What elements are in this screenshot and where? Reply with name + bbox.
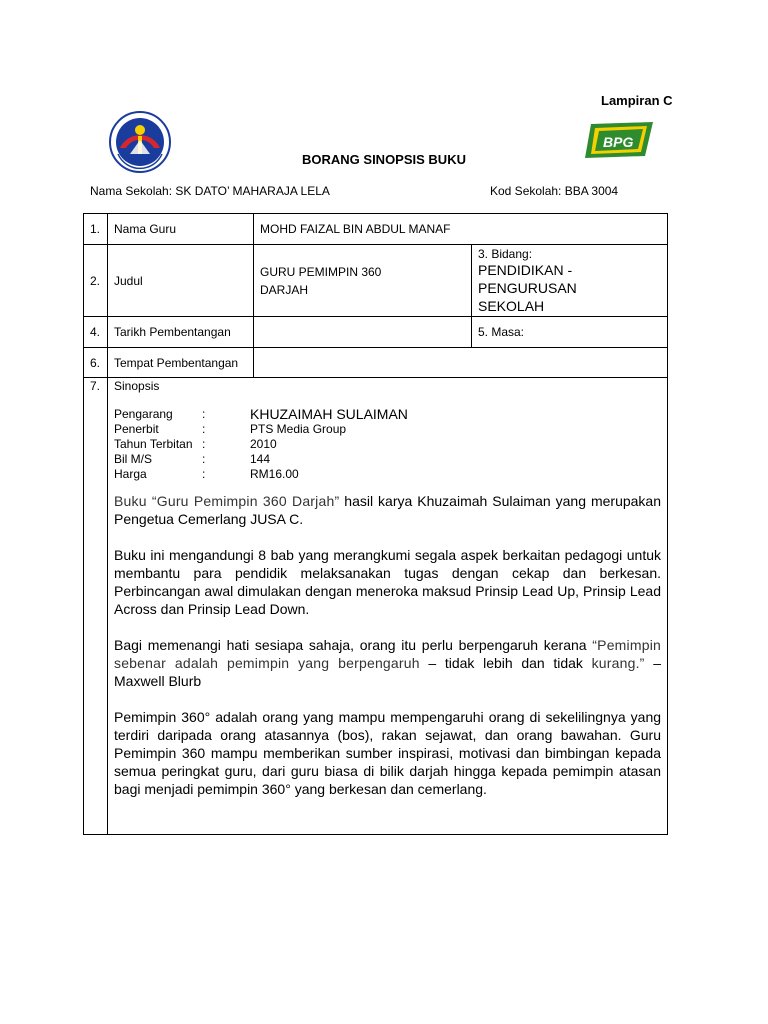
judul-line: GURU PEMIMPIN 360 — [260, 264, 382, 279]
lampiran-label: Lampiran C — [601, 93, 673, 108]
synopsis-paragraph — [114, 492, 661, 528]
book-key: Harga — [114, 467, 147, 481]
book-title-quote: Buku “Guru Pemimpin 360 Darjah” — [114, 493, 340, 509]
bidang-label: 3. Bidang: — [478, 247, 533, 261]
row-judul — [84, 245, 668, 317]
row-sinopsis — [84, 378, 668, 835]
book-row — [114, 452, 667, 467]
book-row — [114, 467, 667, 482]
book-value: RM16.00 — [250, 467, 299, 481]
field-label: Tarikh Pembentangan — [108, 317, 254, 348]
quote-text: kurang.” — [591, 655, 645, 671]
field-label: Nama Guru — [108, 214, 254, 245]
book-row — [114, 437, 667, 452]
colon: : — [202, 407, 206, 421]
book-key: Bil M/S — [114, 452, 153, 466]
quote-text: “Pemimpin sebenar adalah pemimpin yang berpengaruh — [114, 637, 662, 671]
bidang-line: PENGURUSAN — [478, 280, 577, 296]
bidang-line: PENDIDIKAN - — [478, 262, 573, 278]
school-name: Nama Sekolah: SK DATO’ MAHARAJA LELA — [90, 184, 330, 198]
bidang-cell — [472, 245, 668, 317]
tempat-value[interactable] — [254, 348, 668, 378]
quote-author: – Maxwell Blurb — [114, 655, 661, 689]
sinopsis-label: Sinopsis — [114, 379, 160, 393]
bidang-line: SEKOLAH — [478, 298, 545, 314]
paragraph-text: – tidak lebih dan tidak — [419, 655, 592, 671]
nama-guru-value: MOHD FAIZAL BIN ABDUL MANAF — [254, 214, 668, 245]
field-label: Judul — [108, 245, 254, 317]
judul-value — [254, 245, 472, 317]
colon: : — [202, 422, 206, 436]
row-number: 2. — [84, 245, 108, 317]
book-key: Tahun Terbitan — [114, 437, 193, 451]
colon: : — [202, 437, 206, 451]
row-number: 1. — [84, 214, 108, 245]
book-key: Pengarang — [114, 407, 173, 421]
form-title: BORANG SINOPSIS BUKU — [302, 152, 466, 167]
row-number: 7. — [84, 378, 108, 835]
book-details — [114, 407, 667, 482]
paragraph-text: Bagi memenangi hati sesiapa sahaja, orang itu perlu berpengaruh kerana — [114, 637, 593, 653]
synopsis-form-table — [83, 213, 668, 835]
colon: : — [202, 467, 206, 481]
row-tempat — [84, 348, 668, 378]
masa-label: 5. Masa: — [472, 317, 668, 348]
field-label: Tempat Pembentangan — [108, 348, 254, 378]
row-number: 6. — [84, 348, 108, 378]
sinopsis-content — [108, 378, 668, 835]
school-code: Kod Sekolah: BBA 3004 — [490, 184, 619, 198]
book-value: KHUZAIMAH SULAIMAN — [250, 406, 408, 422]
book-row — [114, 407, 667, 422]
judul-line: DARJAH — [260, 282, 309, 297]
book-row — [114, 422, 667, 437]
row-tarikh — [84, 317, 668, 348]
row-number: 4. — [84, 317, 108, 348]
synopsis-paragraph — [114, 636, 661, 690]
svg-text:BPG: BPG — [603, 134, 634, 150]
row-nama-guru — [84, 214, 668, 245]
paragraph-text: hasil karya Khuzaimah Sulaiman yang merupakan Pengetua Cemerlang JUSA C. — [114, 493, 662, 527]
book-value: 144 — [250, 452, 271, 466]
book-key: Penerbit — [114, 422, 159, 436]
book-value: 2010 — [250, 437, 277, 451]
tarikh-value[interactable] — [254, 317, 472, 348]
synopsis-paragraph: Pemimpin 360° adalah orang yang mampu mempengaruhi orang di sekelilingnya yang terdiri daripada orang atasannya (bos), rakan sejawat, dan orang bawahan. Guru Pemimpin 360 mampu memberikan sumber inspirasi, motivasi dan bimbingan kepada semua peringkat guru, dari guru biasa di bilik darjah hingga kepada pemimpin atasan bagi menjadi pemimpin 360° yang berkesan dan cemerlang. — [114, 709, 662, 797]
colon: : — [202, 452, 206, 466]
book-value: PTS Media Group — [250, 422, 347, 436]
synopsis-paragraph: Buku ini mengandungi 8 bab yang merangkumi segala aspek berkaitan pedagogi untuk membantu para pendidik melaksanakan tugas dengan cekap dan berkesan. Perbincangan awal dimulakan dengan meneroka maksud Prinsip Lead Up, Prinsip Lead Across dan Prinsip Lead Down. — [114, 547, 662, 617]
